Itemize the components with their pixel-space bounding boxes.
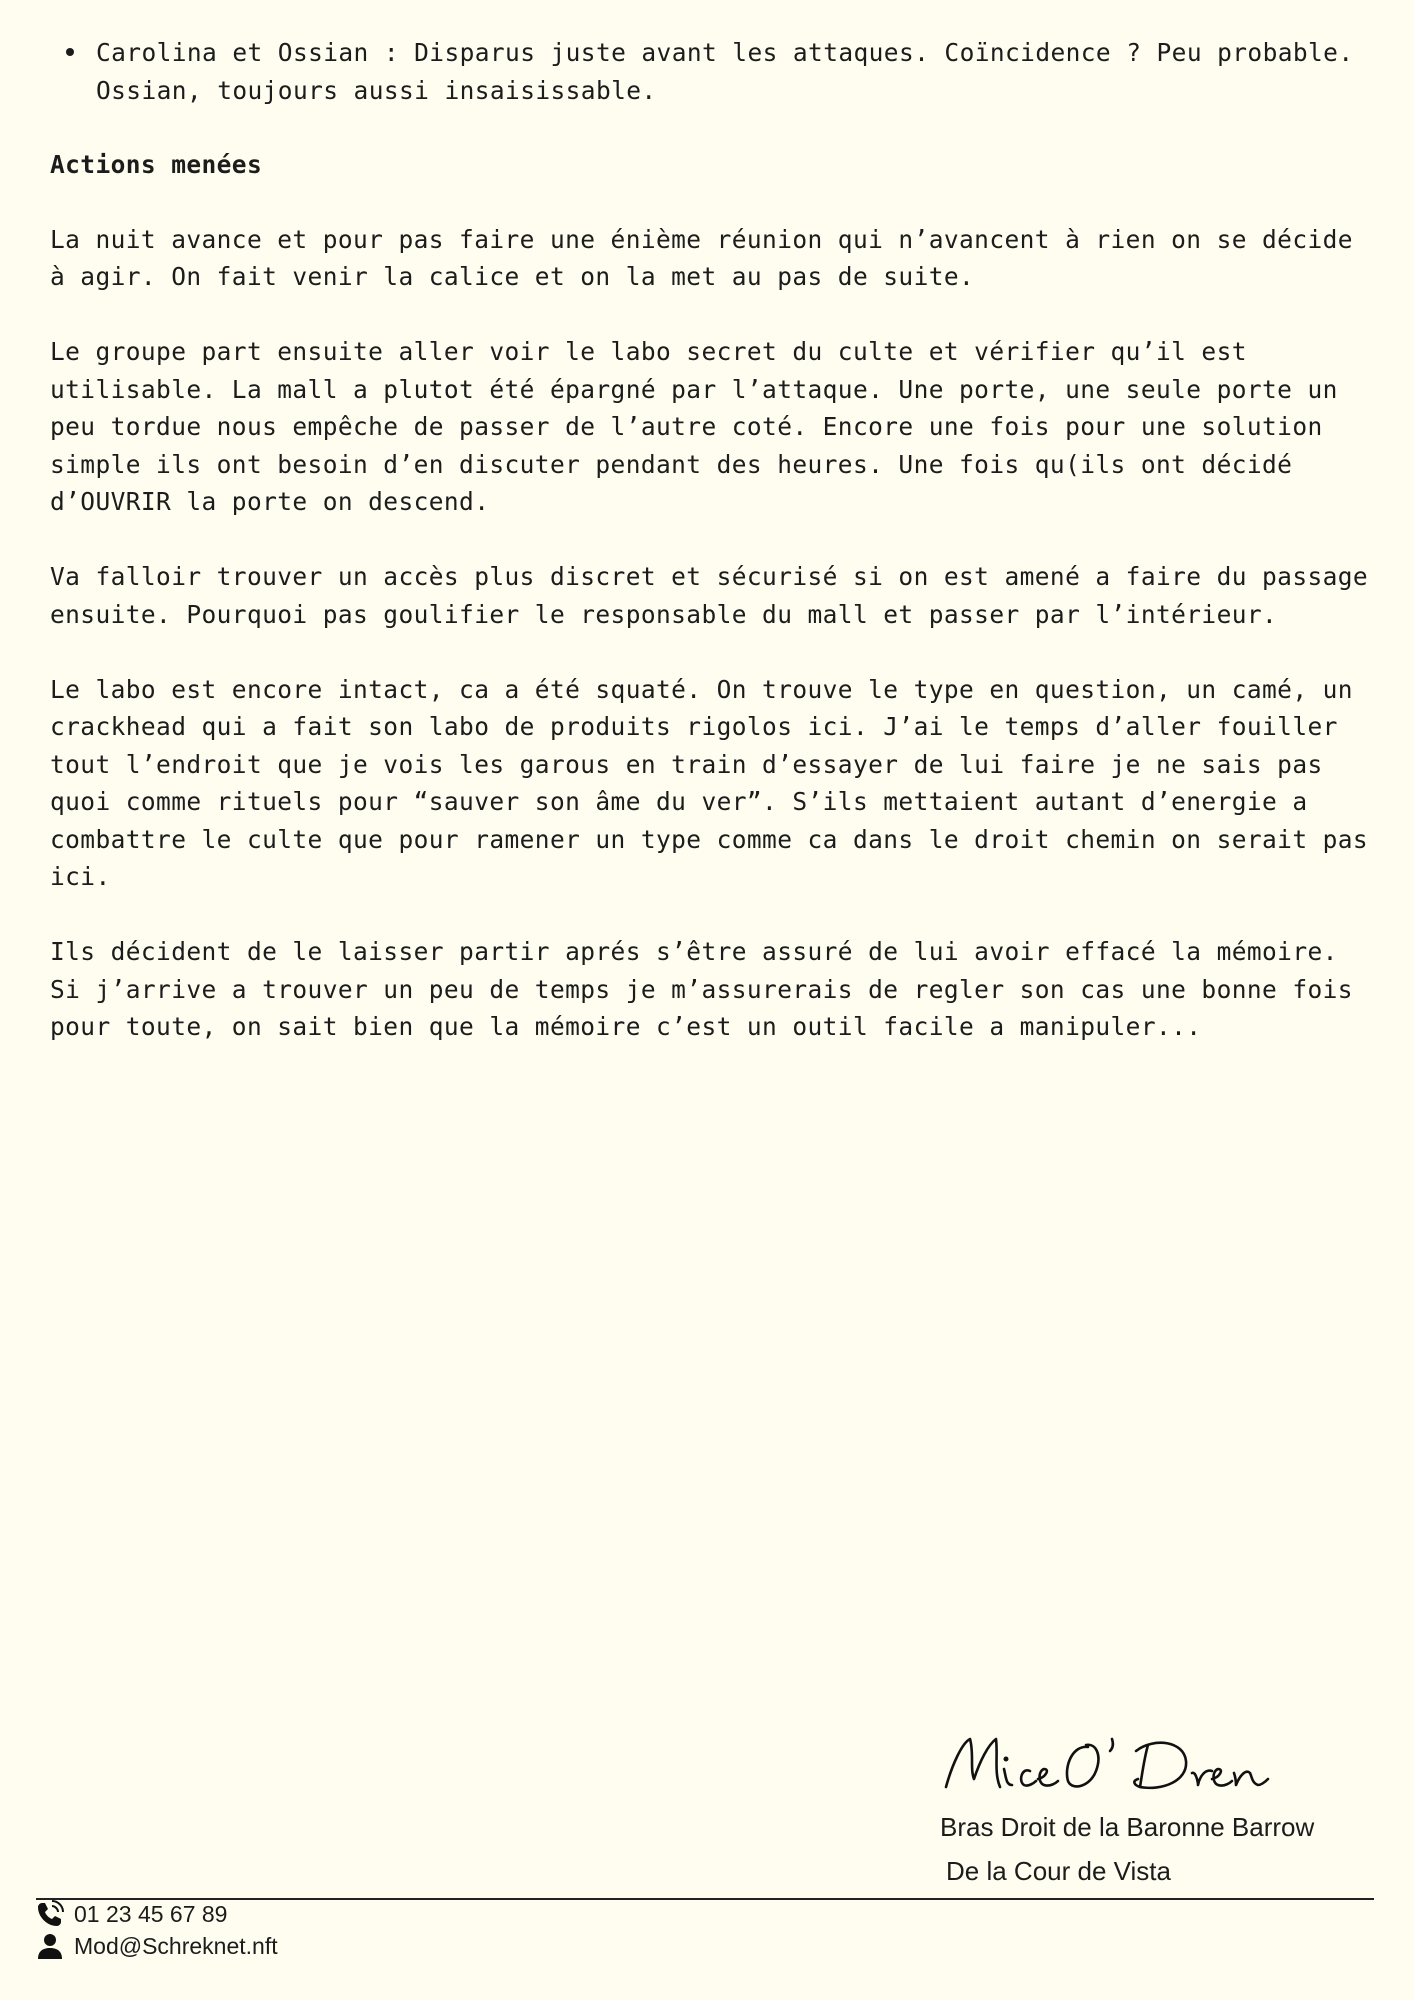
paragraph-4: Le labo est encore intact, ca a été squaté. On trouve le type en question, un camé, un crackhead qui a fait son labo de produits rigolos ici. J’ai le temps d’aller fouiller tout l’endroit que je vois les garous en train d’essayer de lui faire je ne sais pas quoi comme rituels pour “sauver son âme du ver”. S’ils mettaient autant d’energie a combattre le culte que pour ramener un type comme ca dans le droit chemin on serait pas ici. — [50, 674, 1369, 891]
bullet-list — [50, 34, 1370, 109]
signature-title-line-2: De la Cour de Vista — [946, 1856, 1171, 1886]
signature-title-line-1: Bras Droit de la Baronne Barrow — [940, 1812, 1315, 1842]
paragraph-2: Le groupe part ensuite aller voir le labo secret du culte et vérifier qu’il est utilisable. La mall a plutot été épargné par l’attaque. Une porte, une seule porte un peu tordue nous empêche de passer de l’autre coté. Encore une fois pour une solution simple ils ont besoin d’en discuter pendant des heures. Une fois qu(ils ont décidé d’OUVRIR la porte on descend. — [50, 337, 1338, 516]
bullet-item: Carolina et Ossian : Disparus juste avant les attaques. Coïncidence ? Peu probable. Ossian, toujours aussi insaisissable. — [96, 34, 1370, 109]
paragraph-3: Va falloir trouver un accès plus discret et sécurisé si on est amené a faire du passage ensuite. Pourquoi pas goulifier le responsable du mall et passer par l’intérieur. — [50, 562, 1369, 629]
phone-icon — [36, 1900, 64, 1928]
signature-block — [940, 1725, 1314, 1893]
footer-phone — [36, 1900, 227, 1928]
document-body — [50, 34, 1370, 1083]
footer-phone-text: 01 23 45 67 89 — [74, 1900, 228, 1927]
paragraph-5: Ils décident de le laisser partir aprés s’être assuré de lui avoir effacé la mémoire. Si j’arrive a trouver un peu de temps je m’assurerais de regler son cas une bonne fois pour toute, on sait bien que la mémoire c’est un outil facile a manipuler... — [50, 937, 1353, 1041]
paragraph-1: La nuit avance et pour pas faire une énième réunion qui n’avancent à rien on se décide à agir. On fait venir la calice et on la met au pas de suite. — [50, 224, 1353, 291]
footer-email-text: Mod@Schreknet.nft — [74, 1932, 278, 1959]
section-heading: Actions menées — [50, 150, 263, 179]
footer-email — [36, 1932, 278, 1960]
footer-divider — [36, 1898, 1374, 1900]
handwritten-signature — [940, 1725, 1270, 1805]
user-icon — [36, 1932, 64, 1960]
